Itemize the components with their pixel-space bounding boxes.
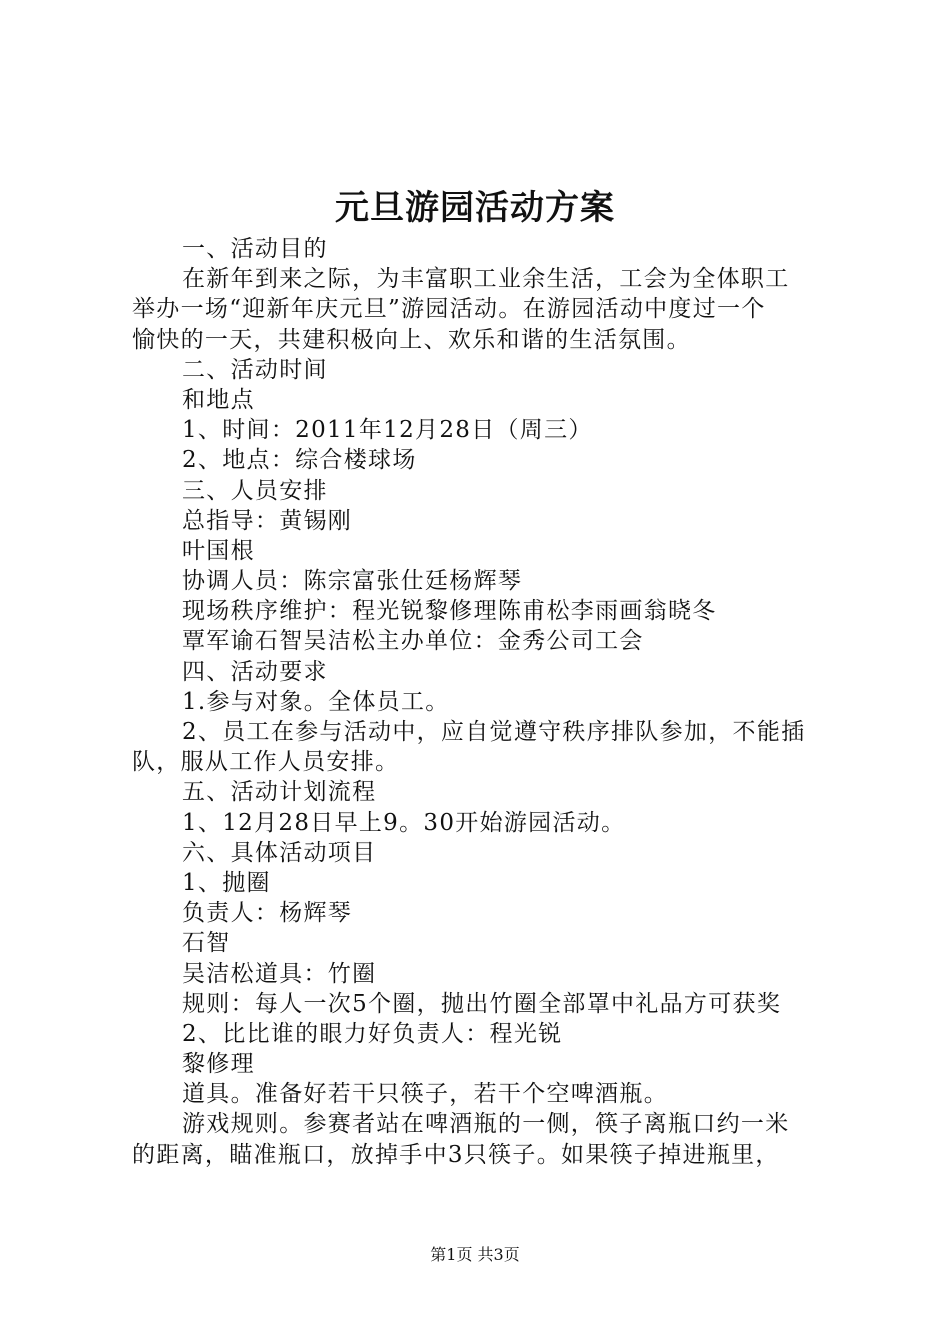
paragraph-line: 总指导：黄锡刚 (182, 507, 353, 534)
paragraph-line: 2、地点：综合楼球场 (182, 447, 417, 474)
page-footer: 第1页 共3页 (430, 1245, 520, 1264)
paragraph-line: 游戏规则。参赛者站在啤酒瓶的一侧，筷子离瓶口约一米 (182, 1111, 790, 1138)
paragraph-line: 在新年到来之际，为丰富职工业余生活，工会为全体职工 (182, 266, 790, 293)
paragraph-line: 黎修理 (182, 1051, 255, 1078)
paragraph-line: 2、比比谁的眼力好负责人：程光锐 (182, 1020, 563, 1047)
paragraph-line: 2、员工在参与活动中，应自觉遵守秩序排队参加，不能插 (182, 719, 806, 745)
paragraph-line: 现场秩序维护：程光锐黎修理陈甫松李雨画翁晓冬 (182, 598, 717, 625)
paragraph-line: 一、活动目的 (182, 236, 328, 262)
paragraph-line: 1、抛圈 (182, 869, 271, 896)
paragraph-line: 举办一场“迎新年庆元旦”游园活动。在游园活动中度过一个 (132, 296, 766, 323)
paragraph-line: 石智 (182, 930, 231, 957)
paragraph-line: 叶国根 (182, 537, 255, 564)
paragraph-line: 负责人：杨辉琴 (182, 900, 353, 927)
paragraph-line: 吴洁松道具：竹圈 (182, 960, 377, 987)
paragraph-line: 队，服从工作人员安排。 (132, 749, 400, 776)
paragraph-line: 1、时间：2011年12月28日（周三） (182, 417, 593, 444)
paragraph-line: 覃军谕石智吴洁松主办单位：金秀公司工会 (182, 628, 644, 655)
paragraph-line: 的距离，瞄准瓶口，放掉手中3只筷子。如果筷子掉进瓶里， (132, 1141, 780, 1168)
paragraph-line: 协调人员：陈宗富张仕廷杨辉琴 (182, 568, 523, 595)
document-body (132, 234, 832, 1170)
paragraph-line: 1、12月28日早上9。30开始游园活动。 (182, 809, 626, 836)
paragraph-line: 五、活动计划流程 (182, 779, 377, 806)
paragraph-line: 三、人员安排 (182, 477, 328, 504)
paragraph-line: 愉快的一天，共建积极向上、欢乐和谐的生活氛围。 (132, 326, 691, 353)
paragraph-line: 和地点 (182, 386, 255, 413)
paragraph-line: 四、活动要求 (182, 658, 328, 685)
paragraph-line: 1.参与对象。全体员工。 (182, 688, 450, 715)
document-title: 元旦游园活动方案 (335, 188, 615, 228)
paragraph-line: 六、具体活动项目 (182, 839, 377, 866)
paragraph-line: 规则：每人一次5个圈，抛出竹圈全部罩中礼品方可获奖 (182, 990, 782, 1017)
paragraph-line: 道具。准备好若干只筷子，若干个空啤酒瓶。 (182, 1081, 668, 1108)
paragraph-line: 二、活动时间 (182, 356, 328, 383)
